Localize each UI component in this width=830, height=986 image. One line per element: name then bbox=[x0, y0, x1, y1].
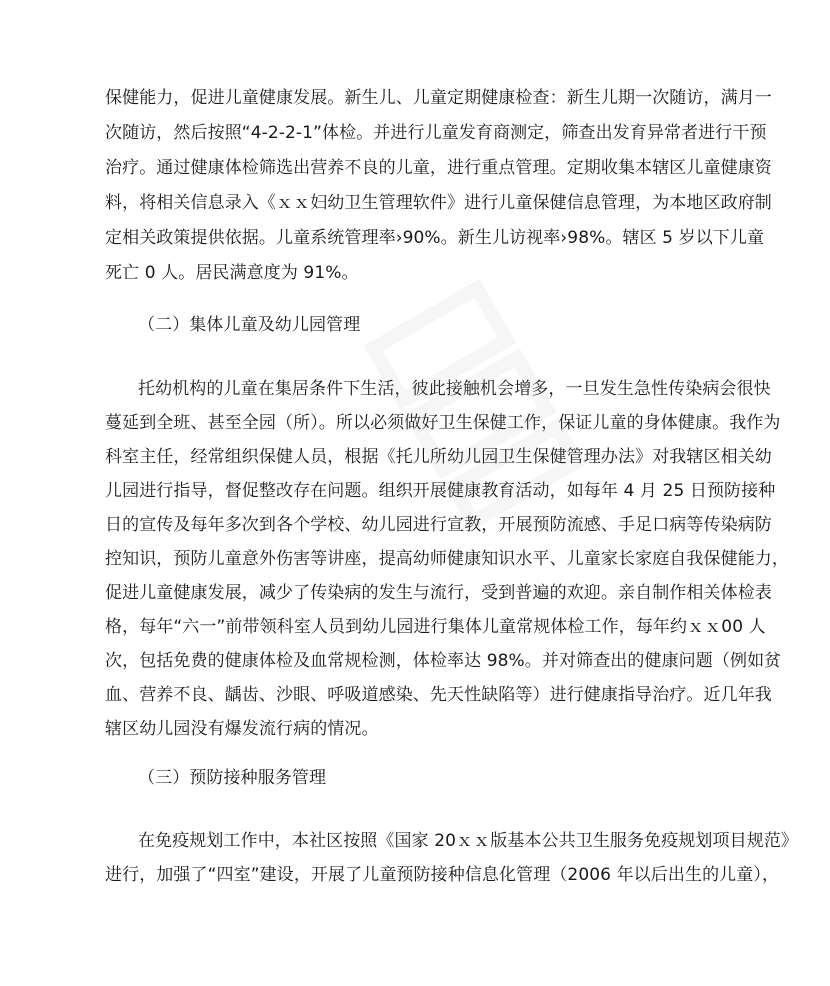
text-line: 保健能力，促进儿童健康发展。新生儿、儿童定期健康检查：新生儿期一次随访，满月一 bbox=[105, 88, 772, 108]
text-line: 控知识，预防儿童意外伤害等讲座，提高幼师健康知识水平、儿童家长家庭自我保健能力， bbox=[105, 549, 789, 569]
text-line: 托幼机构的儿童在集居条件下生活，彼此接触机会增多，一旦发生急性传染病会很快 bbox=[138, 379, 771, 399]
text-line: 格，每年“六一”前带领科室人员到幼儿园进行集体儿童常规体检工作，每年约ｘｘ00 人 bbox=[105, 617, 766, 637]
text-line: 辖区幼儿园没有爆发流行病的情况。 bbox=[105, 719, 379, 739]
text-line: 血、营养不良、龋齿、沙眼、呼吸道感染、先天性缺陷等）进行健康指导治疗。近几年我 bbox=[105, 685, 772, 705]
text-line: 科室主任，经常组织保健人员，根据《托儿所幼儿园卫生保健管理办法》对我辖区相关幼 bbox=[105, 447, 772, 467]
text-line: 死亡 0 人。居民满意度为 91%。 bbox=[105, 263, 359, 283]
text-line: 料，将相关信息录入《ｘｘ妇幼卫生管理软件》进行儿童保健信息管理，为本地区政府制 bbox=[105, 193, 772, 213]
text-line: 促进儿童健康发展，减少了传染病的发生与流行，受到普遍的欢迎。亲自制作相关体检表 bbox=[105, 583, 772, 603]
section-heading-kindergarten-management: （二）集体儿童及幼儿园管理 bbox=[138, 315, 361, 335]
text-line: 日的宣传及每年多次到各个学校、幼儿园进行宣教，开展预防流感、手足口病等传染病防 bbox=[105, 515, 772, 535]
section-heading-vaccination-management: （三）预防接种服务管理 bbox=[138, 768, 327, 788]
text-line: 进行，加强了“四室”建设，开展了儿童预防接种信息化管理（2006 年以后出生的儿童）， bbox=[105, 865, 780, 885]
text-line: 蔓延到全班、甚至全园（所）。所以必须做好卫生保健工作，保证儿童的身体健康。我作为 bbox=[105, 413, 781, 433]
watermark-logo bbox=[346, 261, 605, 549]
text-line: 次，包括免费的健康体检及血常规检测，体检率达 98%。并对筛查出的健康问题（例如贫 bbox=[105, 651, 782, 671]
text-line: 次随访，然后按照“4-2-2-1”体检。并进行儿童发育商测定，筛查出发育异常者进行干预 bbox=[105, 123, 767, 143]
text-line: 在免疫规划工作中，本社区按照《国家 20ｘｘ版基本公共卫生服务免疫规划项目规范》 bbox=[138, 831, 799, 851]
text-line: 定相关政策提供依据。儿童系统管理率›90%。新生儿访视率›98%。辖区 5 岁以下儿童 bbox=[105, 228, 765, 248]
text-line: 治疗。通过健康体检筛选出营养不良的儿童，进行重点管理。定期收集本辖区儿童健康资 bbox=[105, 158, 772, 178]
text-line: 儿园进行指导，督促整改存在问题。组织开展健康教育活动，如每年 4 月 25 日预防接种 bbox=[105, 481, 776, 501]
